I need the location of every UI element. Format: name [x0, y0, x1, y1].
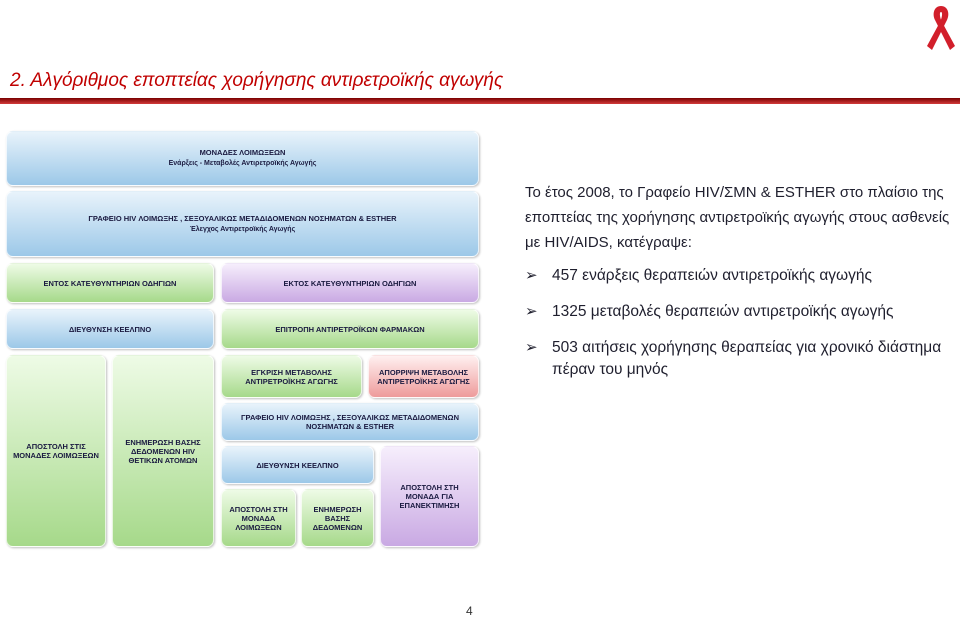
outside-guidelines-label: ΕΚΤΟΣ ΚΑΤΕΥΘΥΝΤΗΡΙΩΝ ΟΔΗΓΙΩΝ — [283, 278, 417, 288]
rejection-box — [368, 355, 479, 398]
page-number: 4 — [466, 604, 473, 618]
list-item — [525, 301, 955, 323]
send-to-units-label: ΑΠΟΣΤΟΛΗ ΣΤΙΣ ΜΟΝΑΔΕΣ ΛΟΙΜΩΞΕΩΝ — [13, 442, 99, 460]
statistics-list — [525, 265, 955, 381]
content-panel — [525, 180, 955, 395]
infection-units-box — [6, 131, 479, 186]
reevaluation-label: ΑΠΟΣΤΟΛΗ ΣΤΗ ΜΟΝΑΔΑ ΓΙΑ ΕΠΑΝΕΚΤΙΜΗΣΗ — [399, 483, 460, 510]
arrow-bullet-icon: ➢ — [525, 267, 538, 284]
statistic-text: 503 αιτήσεις χορήγησης θεραπείας για χρονικό διάστημα πέραν του μηνός — [552, 339, 942, 378]
arrow-bullet-icon: ➢ — [525, 339, 538, 356]
hiv-office-bottom-box — [221, 403, 479, 441]
hiv-office-box — [6, 191, 479, 257]
within-guidelines-label: ΕΝΤΟΣ ΚΑΤΕΥΘΥΝΤΗΡΙΩΝ ΟΔΗΓΙΩΝ — [43, 278, 177, 288]
update-base-box — [301, 489, 374, 547]
hiv-office-title: ΓΡΑΦΕΙΟ HIV ΛΟΙΜΩΞΗΣ , ΣΕΞΟΥΑΛΙΚΩΣ ΜΕΤΑΔΙΔΟΜΕΝΩΝ ΝΟΣΗΜΑΤΩΝ & ESTHER — [88, 213, 397, 223]
intro-text: Το έτος 2008, το Γραφείο HIV/ΣΜΝ & ESTHER στο πλαίσιο της εποπτείας της χορήγησης αντιρετροϊκής αγωγής στους ασθενείς με HIV/AIDS, κατέγραψε: — [525, 184, 950, 251]
title-divider — [0, 98, 960, 104]
send-to-unit-box — [221, 489, 296, 547]
slide-title: 2. Αλγόριθμος εποπτείας χορήγησης αντιρετροϊκής αγωγής — [10, 70, 504, 91]
statistic-text: 457 ενάρξεις θεραπειών αντιρετροϊκής αγωγής — [552, 267, 872, 284]
infection-units-subtitle: Ενάρξεις - Μεταβολές Αντιρετροϊκής Αγωγής — [168, 160, 317, 168]
infection-units-title: ΜΟΝΑΔΕΣ ΛΟΙΜΩΞΕΩΝ — [199, 148, 286, 158]
arrow-bullet-icon: ➢ — [525, 303, 538, 320]
send-to-unit-label: ΑΠΟΣΤΟΛΗ ΣΤΗ ΜΟΝΑΔΑ ΛΟΙΜΩΞΕΩΝ — [229, 504, 288, 532]
approval-box — [221, 355, 362, 398]
update-hiv-database-label: ΕΝΗΜΕΡΩΣΗ ΒΑΣΗΣ ΔΕΔΟΜΕΝΩΝ HIV ΘΕΤΙΚΩΝ ΑΤΟΜΩΝ — [125, 437, 201, 465]
directorate-bottom-label: ΔΙΕΥΘΥΝΣΗ ΚΕΕΛΠΝΟ — [256, 460, 339, 470]
directorate-label: ΔΙΕΥΘΥΝΣΗ ΚΕΕΛΠΝΟ — [68, 324, 152, 334]
list-item — [525, 337, 955, 381]
directorate-bottom-box — [221, 446, 374, 484]
committee-label: ΕΠΙΤΡΟΠΗ ΑΝΤΙΡΕΤΡΟΪΚΩΝ ΦΑΡΜΑΚΩΝ — [275, 324, 425, 334]
statistic-text: 1325 μεταβολές θεραπειών αντιρετροϊκής αγωγής — [552, 303, 894, 320]
outside-guidelines-box — [221, 263, 479, 303]
update-base-label: ΕΝΗΜΕΡΩΣΗ ΒΑΣΗΣ ΔΕΔΟΜΕΝΩΝ — [312, 504, 363, 532]
within-guidelines-box — [6, 263, 214, 303]
committee-box — [221, 309, 479, 349]
red-ribbon-icon — [924, 2, 958, 54]
algorithm-diagram — [0, 125, 485, 555]
send-to-units-box — [6, 355, 106, 547]
directorate-box — [6, 309, 214, 349]
list-item — [525, 265, 955, 287]
rejection-label: ΑΠΟΡΡΙΨΗ ΜΕΤΑΒΟΛΗΣ ΑΝΤΙΡΕΤΡΟΪΚΗΣ ΑΓΩΓΗΣ — [377, 367, 470, 386]
hiv-office-bottom-label: ΓΡΑΦΕΙΟ HIV ΛΟΙΜΩΞΗΣ , ΣΕΞΟΥΑΛΙΚΩΣ ΜΕΤΑΔΙΔΟΜΕΝΩΝ ΝΟΣΗΜΑΤΩΝ & ESTHER — [241, 413, 459, 431]
update-hiv-database-box — [112, 355, 214, 547]
approval-label: ΕΓΚΡΙΣΗ ΜΕΤΑΒΟΛΗΣ ΑΝΤΙΡΕΤΡΟΪΚΗΣ ΑΓΩΓΗΣ — [245, 367, 338, 386]
reevaluation-box — [380, 446, 479, 547]
hiv-office-subtitle: Έλεγχος Αντιρετροϊκής Αγωγής — [189, 225, 296, 233]
